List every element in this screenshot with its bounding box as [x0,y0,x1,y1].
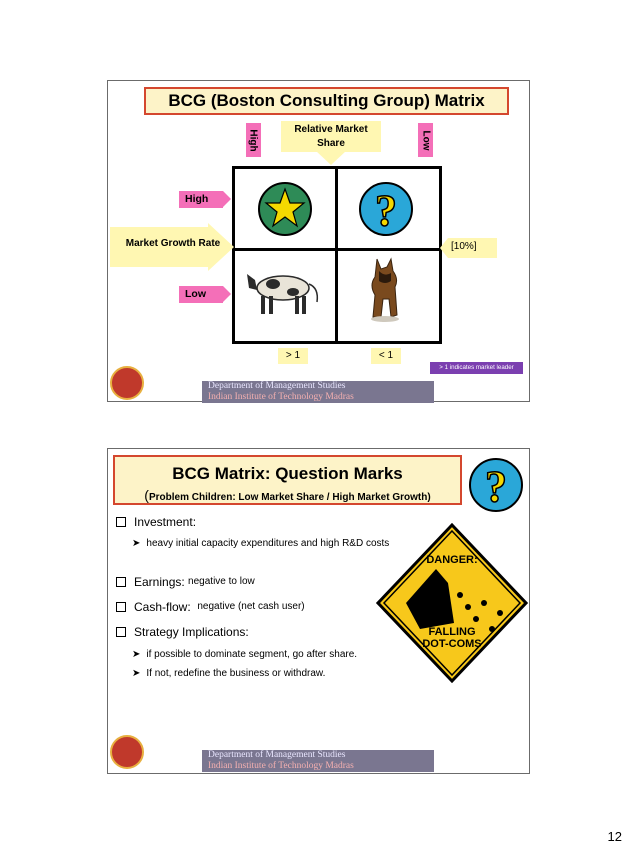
sign-line3: DOT-COMS [422,638,482,650]
checkbox-bullet-icon [116,627,126,637]
relative-market-share-label: Relative Market Share [281,121,381,152]
star-icon [257,181,313,237]
cow-icon [245,266,325,320]
slide-bcg-matrix [107,80,530,402]
department-banner [202,381,434,403]
banner-line1: Department of Management Studies [208,750,346,760]
sub-bullet-strategy-2: ➤ If not, redefine the business or withdraw. [132,668,326,679]
department-banner [202,750,434,772]
market-leader-note: > 1 indicates market leader [430,362,523,374]
down-arrow-icon [316,151,346,165]
slide-subtitle: (Problem Children: Low Market Share / High Market Growth) [144,487,431,503]
share-low-tab [418,123,433,157]
bullet-earnings: Earnings: negative to low [116,575,255,589]
growth-threshold-label: [10%] [451,241,477,252]
sign-line1: DANGER: [426,554,478,566]
share-high-label: High [248,128,259,152]
sign-line2: FALLING [428,626,476,638]
checkbox-bullet-icon [116,577,126,587]
question-mark-icon [358,181,414,237]
sub-bullet-investment: ➤ heavy initial capacity expenditures and high R&D costs [132,538,390,549]
bcg-grid [232,166,442,344]
iit-madras-logo [110,366,144,400]
banner-line2: Indian Institute of Technology Madras [208,392,354,402]
bullet-cashflow: Cash-flow: negative (net cash user) [116,600,305,614]
share-gt1-label: > 1 [278,348,308,364]
bullet-strategy: Strategy Implications: [116,625,249,639]
checkbox-bullet-icon [116,517,126,527]
checkbox-bullet-icon [116,602,126,612]
growth-high-tag: High [179,191,223,208]
slide-title: BCG (Boston Consulting Group) Matrix [144,87,509,115]
page-number: 12 [607,829,622,844]
svg-text:?: ? [375,186,397,235]
bullet-investment: Investment: [116,515,196,529]
slide-title-box [113,455,462,505]
question-mark-icon [468,457,524,513]
dog-icon [361,255,411,327]
slide-title: BCG Matrix: Question Marks [172,464,403,483]
market-growth-rate-label: Market Growth Rate [125,238,221,249]
banner-line1: Department of Management Studies [208,381,346,391]
growth-low-tag: Low [179,286,223,303]
arrow-bullet-icon: ➤ [132,538,141,549]
banner-line2: Indian Institute of Technology Madras [208,761,354,771]
danger-sign-icon [376,523,528,683]
slide-question-marks [107,448,530,774]
iit-madras-logo [110,735,144,769]
share-lt1-label: < 1 [371,348,401,364]
share-high-tab [246,123,261,157]
arrow-bullet-icon: ➤ [132,649,141,660]
share-low-label: Low [420,130,431,150]
sub-bullet-strategy-1: ➤ if possible to dominate segment, go after share. [132,649,358,660]
arrow-bullet-icon: ➤ [132,668,141,679]
svg-text:?: ? [485,462,507,511]
